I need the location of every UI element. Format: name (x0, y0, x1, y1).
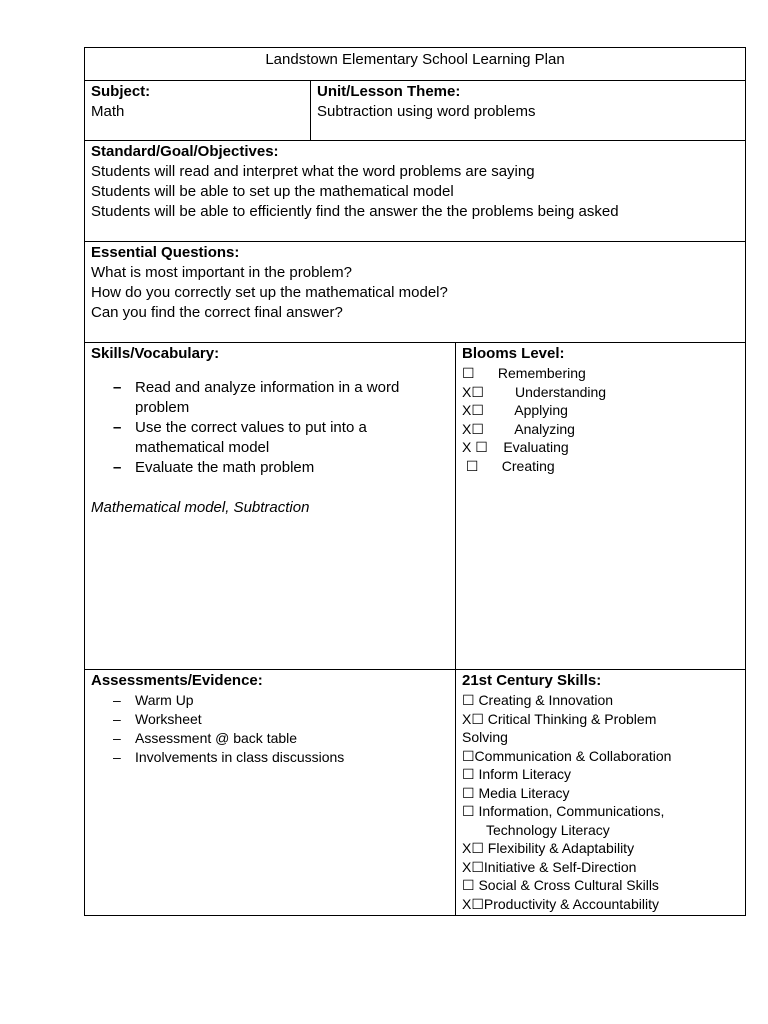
objective-line: Students will be able to set up the mathematical model (91, 183, 454, 200)
century-item-continued: Solving (462, 729, 508, 745)
skills-cell (85, 343, 456, 670)
century-item: X☐ Flexibility & Adaptability (462, 840, 635, 856)
list-item: – Use the correct values to put into a mathematical model (113, 418, 449, 458)
list-item: – Assessment @ back table (113, 729, 449, 748)
blooms-cell (456, 343, 746, 670)
subject-cell (85, 81, 311, 141)
question-line: What is most important in the problem? (91, 264, 352, 281)
blooms-item-understanding: X☐ Understanding (462, 383, 607, 400)
list-item: – Worksheet (113, 710, 449, 729)
blooms-item-evaluating: X ☐ Evaluating (462, 439, 569, 455)
learning-plan-table (84, 47, 746, 916)
blooms-label: Blooms Level: (462, 345, 565, 362)
blooms-item-creating: ☐ Creating (462, 457, 555, 474)
blooms-item-applying: X☐ Applying (462, 402, 568, 418)
question-line: Can you find the correct final answer? (91, 304, 343, 321)
century-item: ☐ Information, Communications, (462, 803, 665, 819)
list-item: – Involvements in class discussions (113, 748, 449, 767)
assessments-cell (85, 670, 456, 916)
century-item: ☐ Social & Cross Cultural Skills (462, 877, 659, 893)
assessments-list (91, 691, 449, 767)
list-item: – Read and analyze information in a word problem (113, 378, 449, 418)
list-item: – Warm Up (113, 691, 449, 710)
page-title: Landstown Elementary School Learning Plan (85, 48, 746, 81)
skills-list (91, 378, 449, 478)
century-item: ☐ Inform Literacy (462, 766, 572, 782)
century-item-continued: Technology Literacy (486, 821, 610, 838)
subject-label: Subject: (91, 83, 151, 100)
objectives-label: Standard/Goal/Objectives: (91, 143, 279, 160)
unit-label: Unit/Lesson Theme: (317, 83, 461, 100)
skills-label: Skills/Vocabulary: (91, 345, 220, 362)
blooms-list (462, 364, 739, 475)
century-item: X☐Productivity & Accountability (462, 895, 659, 912)
century-item: ☐ Media Literacy (462, 784, 570, 801)
subject-value: Math (91, 103, 125, 120)
unit-cell (311, 81, 746, 141)
blooms-item-remembering: ☐ Remembering (462, 365, 586, 381)
century-skills-label: 21st Century Skills: (462, 672, 602, 689)
objective-line: Students will read and interpret what the word problems are saying (91, 163, 535, 180)
objective-line: Students will be able to efficiently find the answer the the problems being asked (91, 203, 619, 220)
question-line: How do you correctly set up the mathematical model? (91, 284, 448, 301)
questions-cell (85, 242, 746, 343)
century-item: X☐ Critical Thinking & Problem (462, 710, 657, 727)
assessments-label: Assessments/Evidence: (91, 672, 263, 689)
unit-value: Subtraction using word problems (317, 103, 536, 120)
vocabulary-text: Mathematical model, Subtraction (91, 499, 310, 516)
blooms-item-analyzing: X☐ Analyzing (462, 420, 575, 437)
century-item: X☐Initiative & Self-Direction (462, 858, 637, 875)
objectives-cell (85, 141, 746, 242)
century-skills-cell (456, 670, 746, 916)
list-item: – Evaluate the math problem (113, 458, 449, 478)
questions-label: Essential Questions: (91, 244, 240, 261)
century-item: ☐ Creating & Innovation (462, 692, 614, 708)
century-item: ☐Communication & Collaboration (462, 747, 672, 764)
